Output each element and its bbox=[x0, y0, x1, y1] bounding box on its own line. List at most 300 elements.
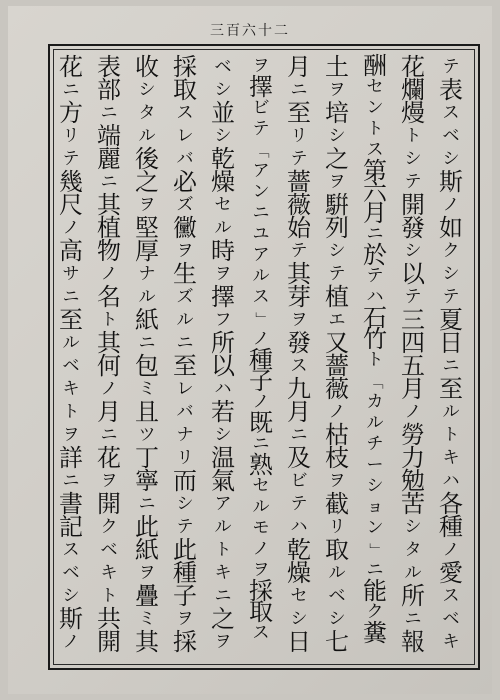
text-char: 四 bbox=[401, 329, 425, 357]
text-char: テ bbox=[290, 494, 308, 514]
text-char: 能 bbox=[363, 577, 387, 605]
text-char: 採 bbox=[173, 53, 197, 81]
text-char: モ bbox=[252, 518, 270, 538]
text-char: ナ bbox=[176, 425, 194, 445]
text-char: 而 bbox=[173, 467, 197, 495]
text-char: 黴 bbox=[173, 214, 197, 242]
text-char: 薇 bbox=[287, 191, 311, 219]
text-char: ク bbox=[100, 517, 118, 537]
text-char: ニ bbox=[442, 356, 460, 376]
text-column bbox=[208, 56, 238, 654]
text-char: 方 bbox=[59, 99, 83, 127]
text-char: シ bbox=[442, 149, 460, 169]
text-frame bbox=[48, 44, 480, 670]
text-char: ナ bbox=[138, 264, 156, 284]
text-char: 開 bbox=[97, 628, 121, 656]
text-char: 表 bbox=[439, 76, 463, 104]
text-column bbox=[94, 53, 124, 656]
text-char: 書 bbox=[59, 490, 83, 518]
text-char: ノ bbox=[404, 402, 422, 422]
text-char: ズ bbox=[176, 287, 194, 307]
text-char: 熳 bbox=[401, 99, 425, 127]
text-char: 又 bbox=[325, 329, 349, 357]
text-char: ハ bbox=[442, 471, 460, 491]
text-char: 月 bbox=[287, 398, 311, 426]
text-char: ニ bbox=[62, 80, 80, 100]
text-char: ベ bbox=[442, 126, 460, 146]
text-char: ユ bbox=[252, 224, 270, 244]
text-char: セ bbox=[366, 77, 384, 97]
text-char: テ bbox=[404, 287, 422, 307]
text-char: 爛 bbox=[401, 76, 425, 104]
text-char: 截 bbox=[325, 490, 349, 518]
text-char: 紙 bbox=[135, 306, 159, 334]
text-char: ヲ bbox=[62, 425, 80, 445]
text-char: セ bbox=[252, 476, 270, 496]
text-char: キ bbox=[62, 379, 80, 399]
text-column bbox=[56, 53, 86, 654]
text-column bbox=[322, 53, 352, 656]
text-char: 包 bbox=[135, 352, 159, 380]
text-char: ス bbox=[176, 103, 194, 123]
text-char: 薔 bbox=[287, 168, 311, 196]
text-char: 表 bbox=[97, 53, 121, 81]
text-char: ノ bbox=[442, 540, 460, 560]
text-char: ズ bbox=[176, 195, 194, 215]
text-char: シ bbox=[328, 126, 346, 146]
text-char: エ bbox=[328, 310, 346, 330]
text-char: 夏 bbox=[439, 306, 463, 334]
text-char: 且 bbox=[135, 398, 159, 426]
text-char: ビ bbox=[252, 98, 270, 118]
text-char: ベ bbox=[214, 57, 232, 77]
text-char: 取 bbox=[325, 536, 349, 564]
text-char: ハ bbox=[366, 287, 384, 307]
text-column bbox=[398, 53, 428, 656]
text-char: 勉 bbox=[401, 467, 425, 495]
text-char: ヲ bbox=[252, 560, 270, 580]
text-char: 擇 bbox=[249, 73, 273, 101]
text-char: ニ bbox=[214, 586, 232, 606]
text-char: ト bbox=[404, 126, 422, 146]
text-char: 月 bbox=[363, 199, 387, 227]
text-char: 丁 bbox=[135, 444, 159, 472]
text-char: ニ bbox=[100, 425, 118, 445]
text-char: 共 bbox=[97, 605, 121, 633]
text-char: 及 bbox=[287, 444, 311, 472]
text-char: 乾 bbox=[287, 536, 311, 564]
text-char: 子 bbox=[249, 367, 273, 395]
text-char: ト bbox=[100, 310, 118, 330]
text-char: 至 bbox=[439, 375, 463, 403]
text-char: ノ bbox=[442, 195, 460, 215]
text-char: ヲ bbox=[328, 471, 346, 491]
text-char: セ bbox=[290, 586, 308, 606]
text-char: ミ bbox=[138, 379, 156, 399]
text-char: 乾 bbox=[211, 145, 235, 173]
text-char: ル bbox=[366, 413, 384, 433]
text-char: 枝 bbox=[325, 444, 349, 472]
text-char: ベ bbox=[62, 356, 80, 376]
text-char: ヲ bbox=[176, 609, 194, 629]
text-char: ス bbox=[62, 540, 80, 560]
text-char: 至 bbox=[173, 352, 197, 380]
text-char: ノ bbox=[62, 218, 80, 238]
text-char: キ bbox=[214, 563, 232, 583]
text-char: キ bbox=[100, 563, 118, 583]
text-char: 疊 bbox=[135, 582, 159, 610]
text-char: 時 bbox=[211, 237, 235, 265]
text-char: ス bbox=[442, 586, 460, 606]
text-char: 此 bbox=[173, 536, 197, 564]
text-char: ノ bbox=[62, 632, 80, 652]
text-char: ニ bbox=[100, 103, 118, 123]
text-char: 部 bbox=[97, 76, 121, 104]
text-char: ヲ bbox=[138, 563, 156, 583]
text-char: 開 bbox=[401, 191, 425, 219]
text-char: タ bbox=[138, 103, 156, 123]
text-char: 生 bbox=[173, 260, 197, 288]
text-char: ヲ bbox=[176, 241, 194, 261]
text-char: 既 bbox=[249, 409, 273, 437]
text-char: ノ bbox=[252, 539, 270, 559]
text-char: ク bbox=[366, 602, 384, 622]
text-char: 三 bbox=[401, 306, 425, 334]
text-char: 力 bbox=[401, 444, 425, 472]
text-char: ニ bbox=[290, 80, 308, 100]
text-char: 列 bbox=[325, 214, 349, 242]
text-char: ト bbox=[100, 586, 118, 606]
text-char: 植 bbox=[325, 283, 349, 311]
text-char: シ bbox=[404, 241, 422, 261]
text-char: 日 bbox=[439, 329, 463, 357]
text-char: 」 bbox=[367, 542, 384, 557]
text-char: 斯 bbox=[59, 605, 83, 633]
text-char: ル bbox=[214, 517, 232, 537]
text-char: ノ bbox=[100, 264, 118, 284]
text-char: ベ bbox=[328, 586, 346, 606]
text-char: シ bbox=[442, 264, 460, 284]
text-char: 日 bbox=[287, 628, 311, 656]
text-column bbox=[284, 53, 314, 656]
text-char: ー bbox=[366, 455, 384, 475]
text-char: ト bbox=[366, 119, 384, 139]
text-char: 始 bbox=[287, 214, 311, 242]
text-char: ニ bbox=[176, 333, 194, 353]
text-char: 子 bbox=[173, 582, 197, 610]
text-char: 名 bbox=[97, 283, 121, 311]
text-char: リ bbox=[290, 126, 308, 146]
text-char: ヲ bbox=[290, 310, 308, 330]
text-char: 若 bbox=[211, 398, 235, 426]
text-char: ョ bbox=[366, 497, 384, 517]
text-char: テ bbox=[404, 172, 422, 192]
text-char: 此 bbox=[135, 513, 159, 541]
text-char: 燥 bbox=[211, 168, 235, 196]
text-char: 月 bbox=[401, 375, 425, 403]
page-number: 三百六十二 bbox=[210, 23, 290, 39]
text-char: ン bbox=[252, 182, 270, 202]
text-char: リ bbox=[176, 448, 194, 468]
text-char: 收 bbox=[135, 53, 159, 81]
text-char: シ bbox=[214, 80, 232, 100]
text-char: カ bbox=[366, 392, 384, 412]
text-char: シ bbox=[328, 241, 346, 261]
text-char: ベ bbox=[100, 540, 118, 560]
text-char: 其 bbox=[287, 260, 311, 288]
text-char: 土 bbox=[325, 53, 349, 81]
text-char: 花 bbox=[59, 53, 83, 81]
text-char: 寧 bbox=[135, 467, 159, 495]
text-char: ノ bbox=[252, 329, 270, 349]
text-char: ス bbox=[290, 356, 308, 376]
book-page bbox=[8, 6, 492, 694]
text-char: ス bbox=[366, 140, 384, 160]
text-char: 愛 bbox=[439, 559, 463, 587]
text-char: シ bbox=[214, 126, 232, 146]
text-column bbox=[170, 53, 200, 656]
text-char: 枯 bbox=[325, 421, 349, 449]
text-char: 竹 bbox=[363, 325, 387, 353]
text-char: ニ bbox=[62, 471, 80, 491]
text-char: サ bbox=[62, 264, 80, 284]
text-char: シ bbox=[290, 609, 308, 629]
text-char: ノ bbox=[328, 402, 346, 422]
text-char: ヲ bbox=[138, 195, 156, 215]
text-column bbox=[132, 53, 162, 656]
text-char: 堅 bbox=[135, 214, 159, 242]
text-char: 物 bbox=[97, 237, 121, 265]
text-char: 開 bbox=[97, 490, 121, 518]
text-char: ヲ bbox=[214, 632, 232, 652]
text-char: 取 bbox=[173, 76, 197, 104]
text-char: ヲ bbox=[328, 80, 346, 100]
text-char: ス bbox=[252, 623, 270, 643]
text-char: ス bbox=[252, 287, 270, 307]
text-char: ヲ bbox=[252, 56, 270, 76]
text-char: バ bbox=[176, 149, 194, 169]
text-char: ル bbox=[404, 563, 422, 583]
text-char: シ bbox=[214, 425, 232, 445]
text-char: 之 bbox=[135, 168, 159, 196]
text-char: 「 bbox=[253, 143, 270, 158]
text-char: 熟 bbox=[249, 451, 273, 479]
text-char: ニ bbox=[138, 494, 156, 514]
text-char: 勞 bbox=[401, 421, 425, 449]
text-char: 酬 bbox=[363, 52, 387, 80]
text-char: ミ bbox=[138, 609, 156, 629]
text-char: ニ bbox=[100, 172, 118, 192]
text-char: ベ bbox=[442, 609, 460, 629]
text-char: ン bbox=[366, 518, 384, 538]
text-char: ハ bbox=[214, 379, 232, 399]
text-column bbox=[360, 52, 390, 647]
text-char: 第 bbox=[363, 157, 387, 185]
text-char: シ bbox=[328, 609, 346, 629]
text-char: 種 bbox=[439, 513, 463, 541]
text-char: 各 bbox=[439, 490, 463, 518]
text-char: ヲ bbox=[100, 471, 118, 491]
text-char: ン bbox=[366, 98, 384, 118]
text-char: 以 bbox=[401, 260, 425, 288]
text-char: 石 bbox=[363, 304, 387, 332]
text-char: レ bbox=[176, 379, 194, 399]
text-char: 薔 bbox=[325, 352, 349, 380]
text-char: 騈 bbox=[325, 191, 349, 219]
text-char: ニ bbox=[138, 333, 156, 353]
text-char: 取 bbox=[249, 598, 273, 626]
text-char: 並 bbox=[211, 99, 235, 127]
text-char: ト bbox=[62, 402, 80, 422]
text-char: 之 bbox=[211, 605, 235, 633]
text-char: 月 bbox=[97, 398, 121, 426]
text-char: 擇 bbox=[211, 283, 235, 311]
text-char: チ bbox=[366, 434, 384, 454]
text-char: 所 bbox=[401, 582, 425, 610]
text-char: 「 bbox=[367, 374, 384, 389]
text-char: 以 bbox=[211, 352, 235, 380]
text-char: ノ bbox=[100, 379, 118, 399]
text-char: テ bbox=[176, 517, 194, 537]
text-char: シ bbox=[62, 586, 80, 606]
text-char: ニ bbox=[366, 224, 384, 244]
text-char: 其 bbox=[97, 329, 121, 357]
text-char: 幾 bbox=[59, 168, 83, 196]
text-char: 記 bbox=[59, 513, 83, 541]
text-char: 發 bbox=[287, 329, 311, 357]
text-char: 厚 bbox=[135, 237, 159, 265]
text-char: 花 bbox=[401, 53, 425, 81]
text-char: ス bbox=[442, 103, 460, 123]
text-char: テ bbox=[442, 287, 460, 307]
text-char: 報 bbox=[401, 628, 425, 656]
text-char: ヲ bbox=[214, 264, 232, 284]
text-char: ト bbox=[442, 425, 460, 445]
text-char: ク bbox=[442, 241, 460, 261]
text-char: ル bbox=[252, 497, 270, 517]
text-char: ベ bbox=[62, 563, 80, 583]
text-char: 於 bbox=[363, 241, 387, 269]
text-char: 尺 bbox=[59, 191, 83, 219]
text-char: 高 bbox=[59, 237, 83, 265]
text-char: 端 bbox=[97, 122, 121, 150]
text-char: 氣 bbox=[211, 467, 235, 495]
text-char: テ bbox=[442, 57, 460, 77]
text-char: リ bbox=[62, 126, 80, 146]
text-char: セ bbox=[214, 195, 232, 215]
text-char: 紙 bbox=[135, 536, 159, 564]
text-char: シ bbox=[176, 494, 194, 514]
text-char: シ bbox=[404, 149, 422, 169]
text-char: テ bbox=[328, 264, 346, 284]
text-char: 燥 bbox=[287, 559, 311, 587]
text-char: 糞 bbox=[363, 619, 387, 647]
text-char: テ bbox=[366, 266, 384, 286]
text-char: 至 bbox=[59, 306, 83, 334]
text-char: 麗 bbox=[97, 145, 121, 173]
text-char: 」 bbox=[253, 311, 270, 326]
text-char: 温 bbox=[211, 444, 235, 472]
text-char: 至 bbox=[287, 99, 311, 127]
text-char: ニ bbox=[252, 434, 270, 454]
text-char: バ bbox=[176, 402, 194, 422]
text-char: ル bbox=[138, 287, 156, 307]
text-char: 種 bbox=[173, 559, 197, 587]
text-char: 九 bbox=[287, 375, 311, 403]
text-char: ル bbox=[442, 402, 460, 422]
text-char: キ bbox=[442, 448, 460, 468]
text-char: シ bbox=[138, 80, 156, 100]
text-char: ア bbox=[252, 245, 270, 265]
text-char: ト bbox=[366, 350, 384, 370]
text-char: ニ bbox=[404, 609, 422, 629]
text-char: 其 bbox=[135, 628, 159, 656]
text-char: 採 bbox=[173, 628, 197, 656]
text-char: 採 bbox=[249, 577, 273, 605]
text-column bbox=[436, 56, 466, 654]
text-char: ビ bbox=[290, 471, 308, 491]
text-char: 植 bbox=[97, 214, 121, 242]
text-char: 六 bbox=[363, 178, 387, 206]
text-char: ニ bbox=[290, 425, 308, 445]
text-char: リ bbox=[328, 517, 346, 537]
text-char: ニ bbox=[366, 560, 384, 580]
text-column bbox=[246, 56, 276, 644]
text-char: ニ bbox=[62, 287, 80, 307]
text-char: フ bbox=[214, 310, 232, 330]
text-char: 花 bbox=[97, 444, 121, 472]
text-char: シ bbox=[404, 517, 422, 537]
text-char: キ bbox=[442, 632, 460, 652]
text-char: 種 bbox=[249, 346, 273, 374]
text-char: 何 bbox=[97, 352, 121, 380]
text-char: 後 bbox=[135, 145, 159, 173]
text-char: テ bbox=[62, 149, 80, 169]
text-char: 之 bbox=[325, 145, 349, 173]
text-char: 芽 bbox=[287, 283, 311, 311]
text-char: ル bbox=[214, 218, 232, 238]
text-char: ル bbox=[138, 126, 156, 146]
text-char: 苦 bbox=[401, 490, 425, 518]
text-char: 薇 bbox=[325, 375, 349, 403]
text-char: テ bbox=[252, 119, 270, 139]
text-char: ア bbox=[252, 161, 270, 181]
text-char: 月 bbox=[287, 53, 311, 81]
text-char: 培 bbox=[325, 99, 349, 127]
text-char: 五 bbox=[401, 352, 425, 380]
text-char: 詳 bbox=[59, 444, 83, 472]
text-char: ル bbox=[176, 310, 194, 330]
text-char: ト bbox=[214, 540, 232, 560]
text-char: テ bbox=[290, 241, 308, 261]
text-char: 七 bbox=[325, 628, 349, 656]
text-char: 發 bbox=[401, 214, 425, 242]
text-char: ニ bbox=[252, 203, 270, 223]
text-char: ツ bbox=[138, 425, 156, 445]
text-char: ル bbox=[328, 563, 346, 583]
text-char: テ bbox=[290, 149, 308, 169]
text-char: ハ bbox=[290, 517, 308, 537]
text-char: タ bbox=[404, 540, 422, 560]
text-char: ル bbox=[62, 333, 80, 353]
text-char: シ bbox=[366, 476, 384, 496]
text-char: 所 bbox=[211, 329, 235, 357]
text-char: 斯 bbox=[439, 168, 463, 196]
text-char: 其 bbox=[97, 191, 121, 219]
text-char: ノ bbox=[252, 392, 270, 412]
text-char: 必 bbox=[173, 168, 197, 196]
text-char: ル bbox=[252, 266, 270, 286]
